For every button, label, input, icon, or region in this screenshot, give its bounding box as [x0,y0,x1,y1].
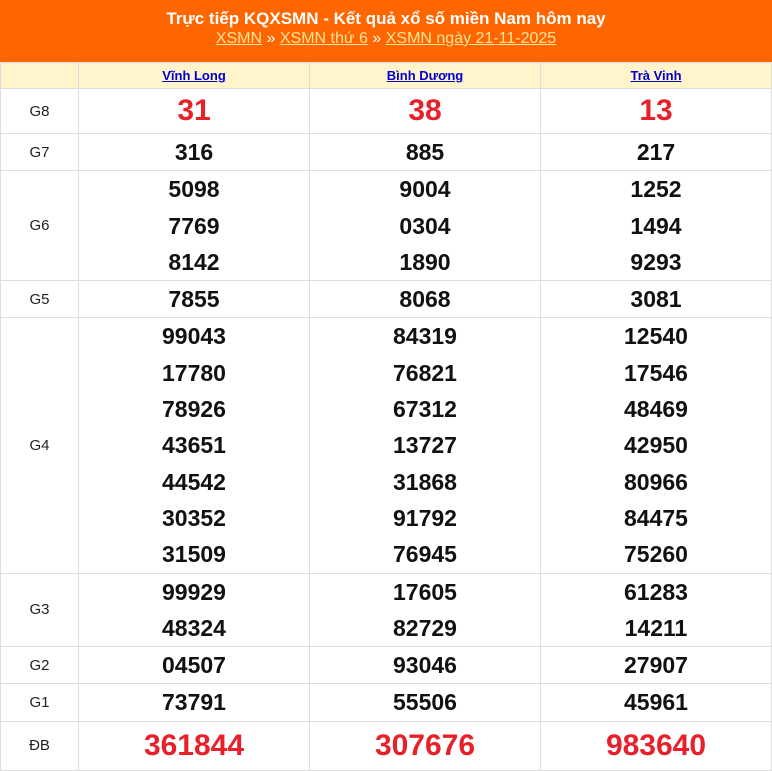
breadcrumb-separator: » [266,30,276,47]
prize-cell [79,573,310,647]
prize-cell [541,647,772,684]
prize-cell [310,281,541,318]
prize-number: 3081 [630,286,682,313]
prize-number: 17546 [624,359,688,386]
prize-row [1,281,772,318]
prize-cell [310,573,541,647]
province-link-tra-vinh[interactable]: Trà Vinh [630,68,682,83]
prize-number: 73791 [162,689,226,716]
prize-number: 82729 [393,614,457,641]
breadcrumb [0,29,772,49]
prize-cell [541,684,772,721]
prize-number: 44542 [162,468,226,495]
prize-cell [310,89,541,134]
prize-number: 361844 [143,728,245,762]
prize-cell [310,171,541,281]
province-header [79,63,310,89]
prize-cell [541,134,772,171]
prize-row [1,134,772,171]
breadcrumb-separator: » [372,30,382,47]
prize-number: 13727 [393,432,457,459]
prize-row [1,721,772,770]
prize-label: G8 [1,89,79,134]
prize-cell [310,647,541,684]
prize-number: 45961 [624,689,688,716]
prize-cell [310,318,541,573]
prize-number: 8068 [399,286,451,313]
prize-number: 7769 [168,212,220,239]
province-link-vinh-long[interactable]: Vĩnh Long [162,68,226,83]
prize-row [1,318,772,573]
prize-number: 93046 [393,652,457,679]
prize-number: 1494 [630,212,682,239]
prize-number: 78926 [162,396,226,423]
prize-number: 8142 [168,248,220,275]
prize-number: 307676 [374,728,476,762]
prize-cell [79,684,310,721]
prize-cell [541,281,772,318]
prize-number: 13 [639,94,673,127]
prize-label: G7 [1,134,79,171]
prize-number: 1252 [630,176,682,203]
prize-label: ĐB [1,721,79,770]
prize-cell [79,721,310,770]
prize-number: 80966 [624,468,688,495]
page-header [0,0,772,62]
prize-number: 27907 [624,652,688,679]
prize-cell [541,89,772,134]
prize-number: 1890 [399,248,451,275]
prize-number: 31 [177,94,211,127]
prize-cell [79,318,310,573]
prize-label: G2 [1,647,79,684]
prize-number: 84319 [393,323,457,350]
prize-number: 9004 [399,176,451,203]
page-title: Trực tiếp KQXSMN - Kết quả xổ số miền Nam hôm nay [166,9,606,28]
prize-cell [310,134,541,171]
prize-number: 91792 [393,504,457,531]
prize-cell [79,89,310,134]
prize-number: 217 [636,139,676,165]
prize-label: G1 [1,684,79,721]
prize-number: 99929 [162,578,226,605]
prize-label: G4 [1,318,79,573]
breadcrumb-xsmn[interactable]: XSMN [215,30,263,47]
prize-row [1,647,772,684]
prize-number: 61283 [624,578,688,605]
breadcrumb-xsmn-date[interactable]: XSMN ngày 21-11-2025 [385,30,557,47]
prize-cell [79,171,310,281]
prize-number: 76821 [393,359,457,386]
prize-number: 17780 [162,359,226,386]
prize-number: 48324 [162,614,226,641]
prize-number: 99043 [162,323,226,350]
prize-number: 12540 [624,323,688,350]
prize-number: 0304 [399,212,451,239]
prize-cell [541,573,772,647]
prize-cell [541,721,772,770]
prize-row [1,89,772,134]
results-table [0,62,772,771]
province-header [541,63,772,89]
prize-number: 983640 [605,728,707,762]
prize-cell [79,647,310,684]
prize-number: 42950 [624,432,688,459]
prize-row [1,573,772,647]
prize-number: 43651 [162,432,226,459]
prize-number: 9293 [630,248,682,275]
prize-cell [310,721,541,770]
prize-cell [79,281,310,318]
prize-cell [541,171,772,281]
prize-number: 04507 [162,652,226,679]
prize-label: G3 [1,573,79,647]
prize-number: 14211 [624,614,688,641]
prize-number: 31509 [162,541,226,568]
prize-number: 7855 [168,286,220,313]
prize-number: 76945 [393,541,457,568]
prize-number: 75260 [624,541,688,568]
prize-label: G6 [1,171,79,281]
prize-number: 84475 [624,504,688,531]
prize-label: G5 [1,281,79,318]
prize-number: 31868 [393,468,457,495]
prize-number: 30352 [162,504,226,531]
prize-number: 48469 [624,396,688,423]
prize-cell [79,134,310,171]
prize-cell [310,684,541,721]
prize-number: 55506 [393,689,457,716]
breadcrumb-xsmn-thu-6[interactable]: XSMN thứ 6 [279,30,368,47]
province-link-binh-duong[interactable]: Bình Dương [386,68,464,83]
prize-number: 38 [408,94,442,127]
prize-number: 67312 [393,396,457,423]
prize-number: 17605 [393,578,457,605]
prize-row [1,684,772,721]
prize-number: 885 [405,139,445,165]
province-header [310,63,541,89]
prize-cell [541,318,772,573]
prize-number: 316 [174,139,214,165]
prize-row [1,171,772,281]
prize-column-header [1,63,79,89]
prize-number: 5098 [168,176,220,203]
